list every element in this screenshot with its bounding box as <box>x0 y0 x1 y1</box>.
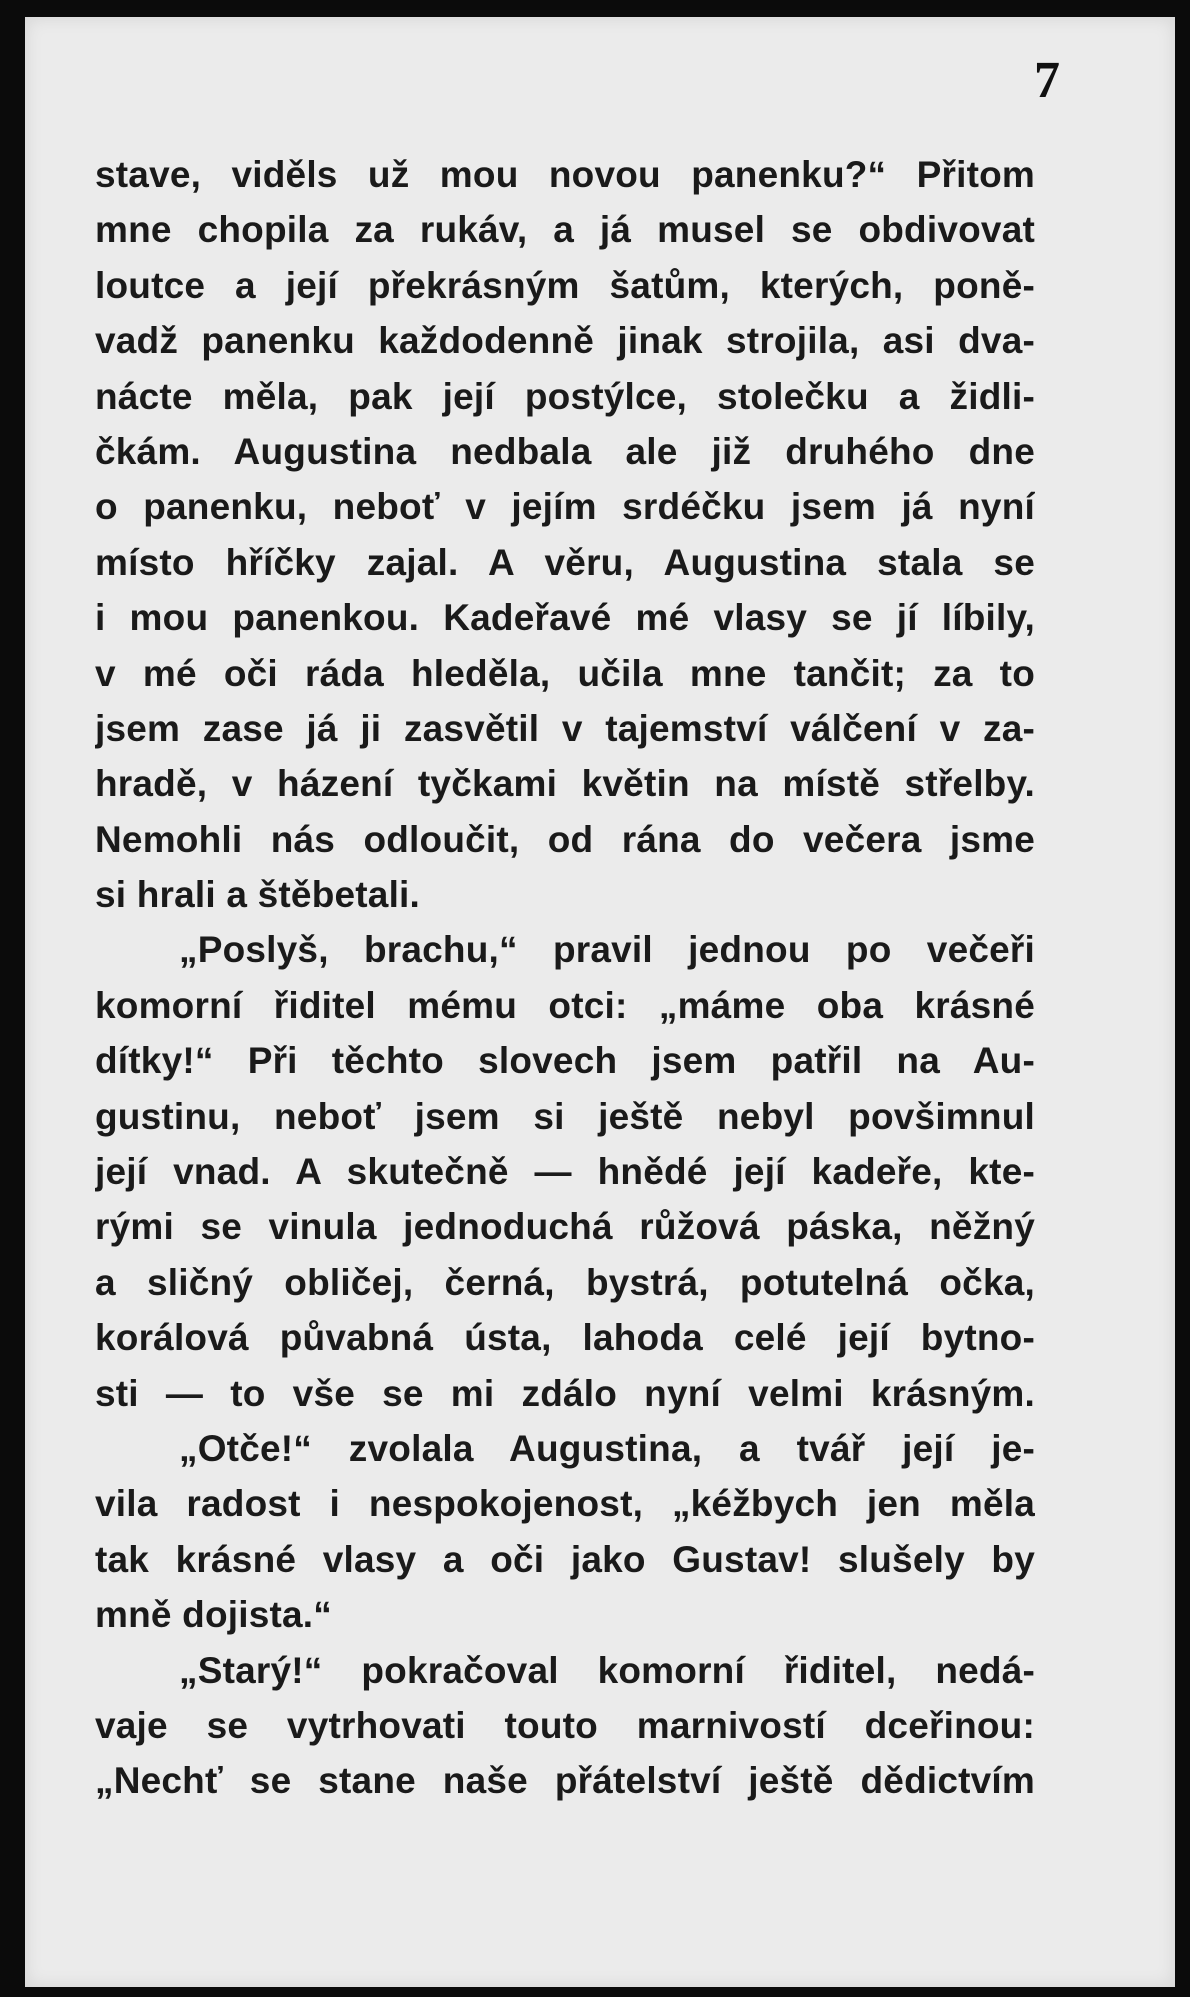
text-line: sti — to vše se mi zdálo nyní velmi krásným. <box>95 1372 1035 1414</box>
text-line: v mé oči ráda hleděla, učila mne tančit; za to <box>95 652 1035 694</box>
text-line: čkám. Augustina nedbala ale již druhého dne <box>95 430 1035 472</box>
book-page <box>25 17 1175 1987</box>
text-line: vila radost i nespokojenost, „kéžbych jen měla <box>95 1483 1035 1525</box>
text-line: stave, viděls už mou novou panenku?“ Přitom <box>95 154 1035 195</box>
text-line: „Nechť se stane naše přátelství ještě dědictvím <box>95 1760 1035 1802</box>
text-line: vaje se vytrhovati touto marnivostí dceřinou: <box>95 1704 1035 1746</box>
text-line: jsem zase já ji zasvětil v tajemství válčení v za- <box>95 707 1035 749</box>
text-line: a sličný obličej, černá, bystrá, potutelná očka, <box>95 1261 1035 1303</box>
text-line: její vnad. A skutečně — hnědé její kadeře, kte- <box>95 1151 1035 1193</box>
text-line: o panenku, neboť v jejím srdéčku jsem já nyní <box>95 486 1035 528</box>
text-line: místo hříčky zajal. A věru, Augustina stala se <box>95 541 1035 583</box>
text-line: nácte měla, pak její postýlce, stolečku a židli- <box>95 375 1035 417</box>
page-number: 7 <box>1034 52 1060 109</box>
text-line: mne chopila za rukáv, a já musel se obdivovat <box>95 209 1035 251</box>
text-line: „Otče!“ zvolala Augustina, a tvář její je- <box>179 1427 1035 1469</box>
text-line: korálová půvabná ústa, lahoda celé její bytno- <box>95 1317 1035 1359</box>
text-line: gustinu, neboť jsem si ještě nebyl povšimnul <box>95 1095 1035 1137</box>
text-line: vadž panenku každodenně jinak strojila, asi dva- <box>95 320 1035 362</box>
text-line: „Starý!“ pokračoval komorní řiditel, nedá- <box>179 1649 1035 1691</box>
text-line: rými se vinula jednoduchá růžová páska, něžný <box>95 1206 1035 1248</box>
text-line: loutce a její překrásným šatům, kterých, poně- <box>95 264 1035 306</box>
text-line: dítky!“ Při těchto slovech jsem patřil na Au- <box>95 1040 1035 1082</box>
body-text <box>95 147 1035 1809</box>
text-line: tak krásné vlasy a oči jako Gustav! slušely by <box>95 1538 1035 1580</box>
text-line: komorní řiditel mému otci: „máme oba krásné <box>95 984 1035 1026</box>
text-line: i mou panenkou. Kadeřavé mé vlasy se jí líbily, <box>95 597 1035 639</box>
text-line: si hrali a štěbetali. <box>95 874 421 916</box>
text-line: „Poslyš, brachu,“ pravil jednou po večeři <box>179 929 1035 971</box>
text-line: Nemohli nás odloučit, od rána do večera jsme <box>95 818 1035 860</box>
text-line: hradě, v házení tyčkami květin na místě střelby. <box>95 763 1035 805</box>
text-line: mně dojista.“ <box>95 1594 332 1636</box>
